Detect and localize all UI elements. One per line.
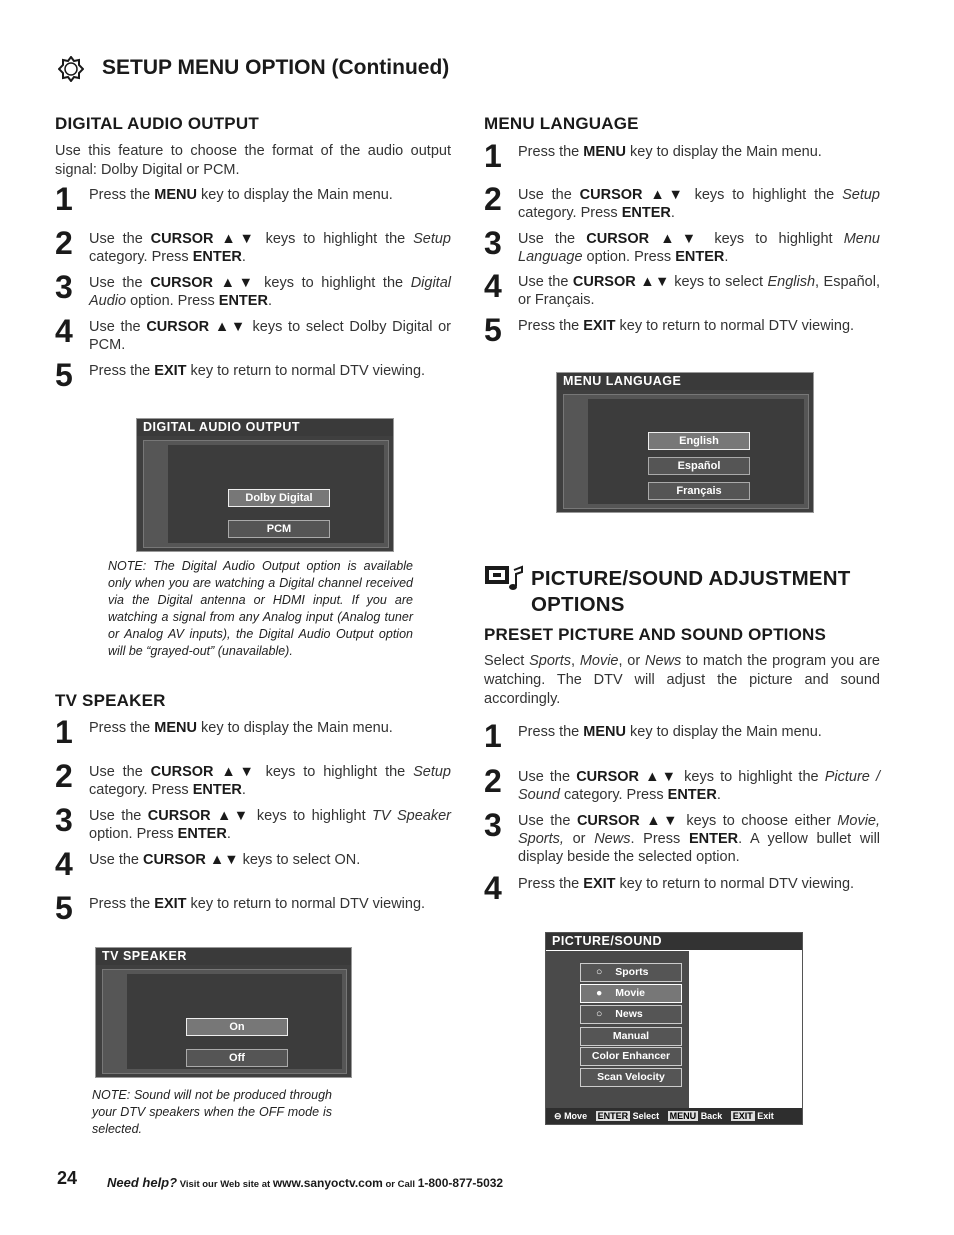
gear-icon [58, 56, 84, 82]
step-text: Press the EXIT key to return to normal DTV viewing. [89, 363, 426, 379]
step-number: 2 [55, 225, 73, 261]
step-text: Use the CURSOR ▲▼ keys to select ON. [89, 852, 361, 868]
page-number: 24 [57, 1168, 78, 1188]
page-title: SETUP MENU OPTION (Continued) [102, 56, 450, 79]
step-number: 3 [484, 807, 502, 843]
move-icon: ⊖ [554, 1111, 562, 1121]
website-link[interactable]: www.sanyoctv.com [272, 1176, 383, 1190]
step-number: 3 [55, 802, 73, 838]
step-number: 1 [484, 138, 502, 174]
step-text: Use the CURSOR ▲▼ keys to select Dolby Digital or PCM. [89, 319, 452, 353]
option-color-enhancer[interactable]: Color Enhancer [580, 1047, 682, 1066]
menu-key: MENU [669, 1111, 697, 1121]
step-text: Press the EXIT key to return to normal DTV viewing. [518, 318, 855, 334]
step-number: 5 [55, 357, 73, 393]
picture-sound-heading: PICTURE/SOUND ADJUSTMENT OPTIONS [531, 567, 851, 616]
screen-title: TV SPEAKER [96, 948, 351, 965]
step-text: Use the CURSOR ▲▼ keys to highlight the Setup category. Press ENTER. [89, 231, 451, 265]
option-francais[interactable]: Français [648, 482, 750, 500]
tv-speaker-screen [95, 947, 352, 1078]
option-pcm[interactable]: PCM [228, 520, 330, 538]
step-text: Use the CURSOR ▲▼ keys to highlight the Setup category. Press ENTER. [518, 187, 880, 221]
bullet-icon: ● [596, 987, 603, 999]
step-text: Use the CURSOR ▲▼ keys to highlight TV Speaker option. Press ENTER. [89, 808, 451, 842]
step-number: 5 [55, 890, 73, 926]
step-number: 3 [484, 225, 502, 261]
step-number: 2 [484, 181, 502, 217]
step-number: 5 [484, 312, 502, 348]
screen-title: MENU LANGUAGE [557, 373, 813, 390]
step-number: 1 [55, 181, 73, 217]
screen-title: PICTURE/SOUND [546, 933, 802, 950]
digital-audio-heading: DIGITAL AUDIO OUTPUT [55, 114, 259, 133]
step-text: Use the CURSOR ▲▼ keys to select English, Español, or Français. [518, 274, 880, 308]
step-text: Use the CURSOR ▲▼ keys to highlight the Setup category. Press ENTER. [89, 764, 451, 798]
option-sports[interactable]: ○ Sports [580, 963, 682, 982]
enter-key: ENTER [597, 1111, 629, 1121]
option-english[interactable]: English [648, 432, 750, 450]
option-news[interactable]: ○ News [580, 1005, 682, 1024]
step-text: Press the MENU key to display the Main menu. [89, 720, 393, 736]
radio-icon: ○ [596, 966, 603, 978]
preset-heading: PRESET PICTURE AND SOUND OPTIONS [484, 625, 827, 644]
option-scan-velocity[interactable]: Scan Velocity [580, 1068, 682, 1087]
step-number: 1 [55, 714, 73, 750]
option-off[interactable]: Off [186, 1049, 288, 1067]
step-text: Use the CURSOR ▲▼ keys to highlight the Picture / Sound category. Press ENTER. [518, 769, 880, 803]
radio-icon: ○ [596, 1008, 603, 1020]
help-line: Need help? Visit our Web site at www.sanyoctv.com or Call 1-800-877-5032 [107, 1175, 504, 1190]
option-manual[interactable]: Manual [580, 1027, 682, 1046]
digital-audio-note: NOTE: The Digital Audio Output option is available only when you are watching a Digital channel received via the Digital antenna or HDMI input. If you are watching a signal from any Analog input (Analog tuner or Analog AV inputs), the Digital Audio Output option will be “grayed-out” (unavailable). [108, 559, 413, 658]
picture-sound-icon [484, 564, 526, 592]
exit-key: EXIT [732, 1111, 753, 1121]
step-number: 1 [484, 718, 502, 754]
tv-speaker-heading: TV SPEAKER [55, 691, 166, 710]
digital-audio-intro: Use this feature to choose the format of the audio output signal: Dolby Digital or PCM. [55, 143, 451, 178]
step-number: 4 [484, 870, 502, 906]
picture-sound-intro: Select Sports, Movie, or News to match the program you are watching. The DTV will adjust the picture and sound accordingly. [484, 653, 880, 707]
step-number: 3 [55, 269, 73, 305]
step-number: 4 [55, 846, 73, 882]
step-text: Press the MENU key to display the Main menu. [518, 144, 822, 160]
step-text: Use the CURSOR ▲▼ keys to choose either Movie, Sports, or News. Press ENTER. A yellow bullet will display beside the selected option. [518, 813, 881, 865]
step-text: Press the MENU key to display the Main menu. [518, 724, 822, 740]
option-dolby-digital[interactable]: Dolby Digital [228, 489, 330, 507]
option-movie[interactable]: ● Movie [580, 984, 682, 1003]
step-number: 4 [55, 313, 73, 349]
menu-language-screen [556, 372, 814, 513]
step-number: 4 [484, 268, 502, 304]
step-text: Use the CURSOR ▲▼ keys to highlight the Digital Audio option. Press ENTER. [89, 275, 451, 309]
step-number: 2 [55, 758, 73, 794]
digital-audio-screen [136, 418, 394, 552]
step-text: Press the EXIT key to return to normal DTV viewing. [518, 876, 855, 892]
step-number: 2 [484, 763, 502, 799]
option-on[interactable]: On [186, 1018, 288, 1036]
menu-language-heading: MENU LANGUAGE [484, 114, 639, 133]
option-espanol[interactable]: Español [648, 457, 750, 475]
step-text: Press the MENU key to display the Main menu. [89, 187, 393, 203]
screen-footer: ⊖ Move ENTER Select MENU Back EXIT Exit [546, 1108, 802, 1124]
step-text: Press the EXIT key to return to normal DTV viewing. [89, 896, 426, 912]
step-text: Use the CURSOR ▲▼ keys to highlight Menu Language option. Press ENTER. [518, 231, 880, 265]
tv-speaker-note: NOTE: Sound will not be produced through your DTV speakers when the OFF mode is selected. [92, 1088, 332, 1136]
screen-title: DIGITAL AUDIO OUTPUT [137, 419, 393, 436]
